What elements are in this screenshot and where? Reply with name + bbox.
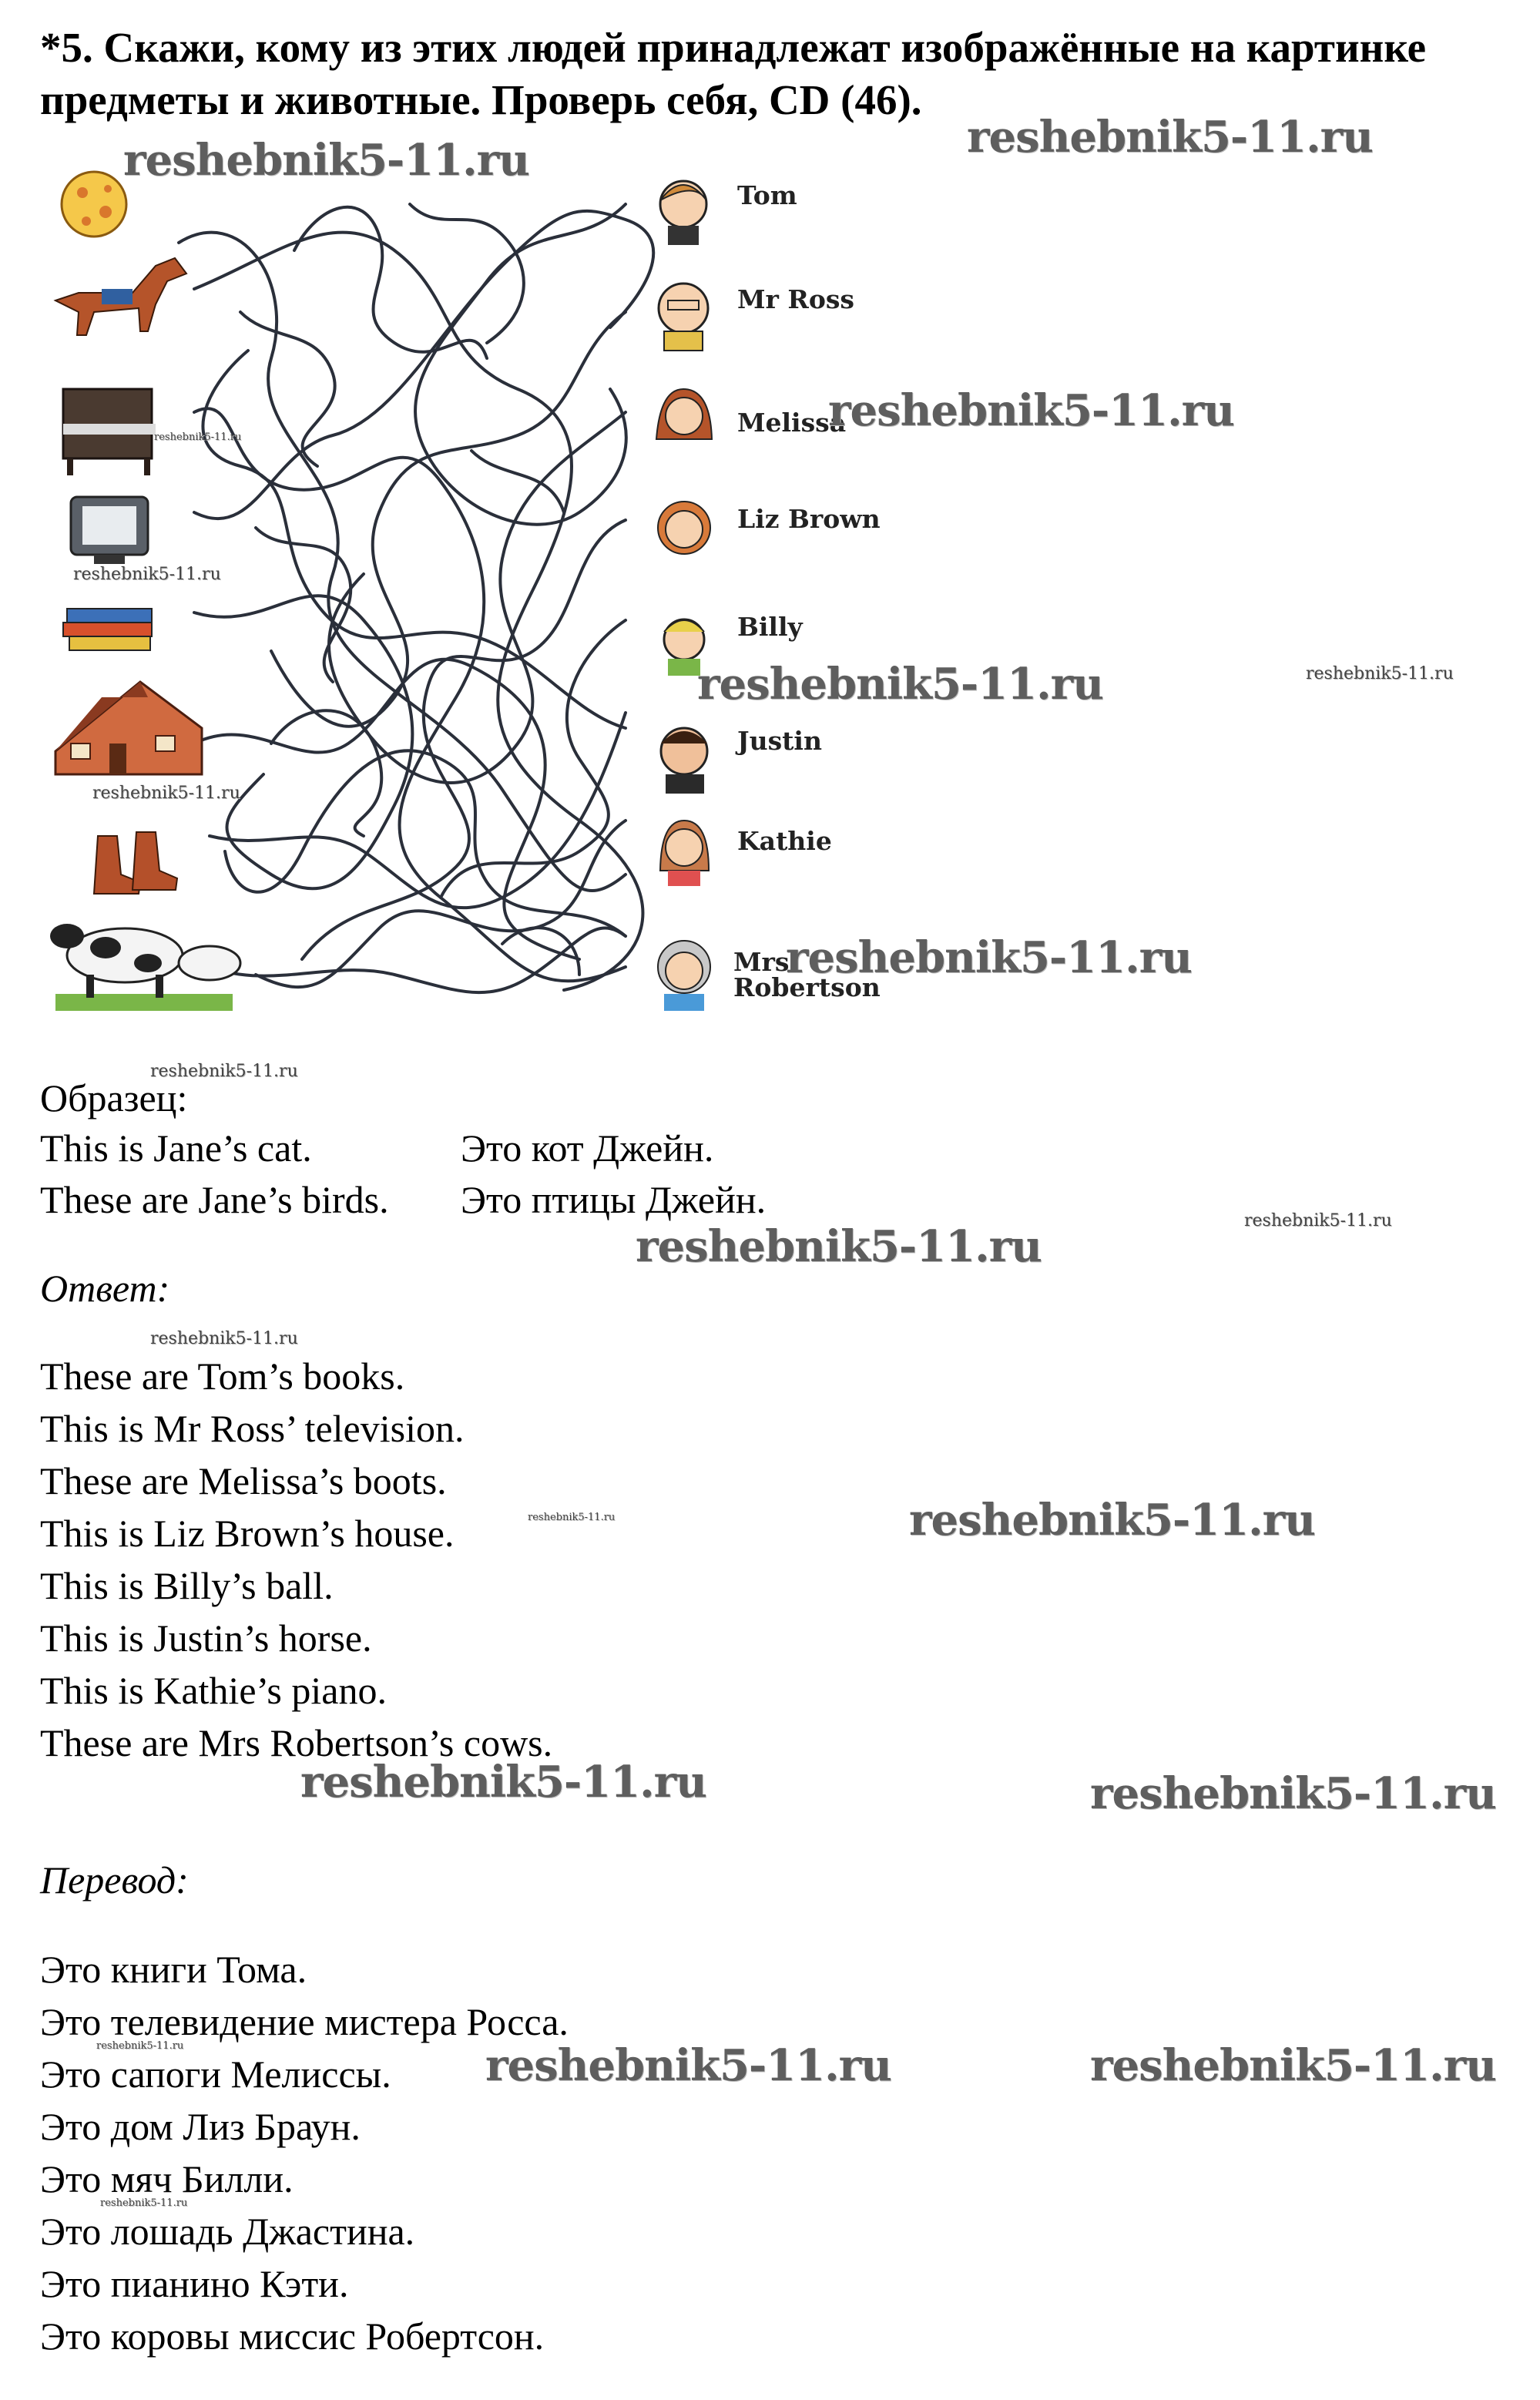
watermark: reshebnik5-11.ru — [786, 932, 1192, 983]
watermark: reshebnik5-11.ru — [909, 1495, 1315, 1546]
house-picture — [55, 682, 202, 774]
answer-line: These are Mrs Robertson’s cows. — [40, 1721, 553, 1764]
sample-line-1-en: This is Jane’s cat. — [40, 1126, 312, 1170]
watermark: reshebnik5-11.ru — [123, 135, 529, 186]
answer-label: Ответ: — [40, 1267, 170, 1310]
watermark: reshebnik5-11.ru — [697, 659, 1103, 710]
person-name-kathie: Kathie — [737, 826, 832, 856]
task-title — [40, 22, 1527, 126]
watermark: reshebnik5-11.ru — [1090, 2040, 1496, 2091]
watermark: reshebnik5-11.ru — [300, 1757, 706, 1808]
translation-line: Это пианино Кэти. — [40, 2262, 349, 2305]
watermark: reshebnik5-11.ru — [100, 2197, 188, 2209]
answer-line: These are Melissa’s boots. — [40, 1459, 447, 1502]
translation-line: Это телевидение мистера Росса. — [40, 2000, 569, 2043]
kathie-portrait — [660, 821, 709, 886]
books-picture — [63, 609, 152, 650]
answer-line: This is Mr Ross’ television. — [40, 1407, 465, 1450]
justin-portrait — [661, 728, 707, 794]
person-name-melissa: Melissa — [737, 408, 847, 438]
translation-label: Перевод: — [40, 1858, 189, 1902]
answer-line: These are Tom’s books. — [40, 1354, 405, 1398]
sample-line-2-en: These are Jane’s birds. — [40, 1178, 389, 1221]
watermark: reshebnik5-11.ru — [150, 1062, 298, 1081]
watermark: reshebnik5-11.ru — [73, 565, 221, 584]
answer-line: This is Kathie’s piano. — [40, 1669, 387, 1712]
television-picture — [71, 497, 148, 564]
watermark: reshebnik5-11.ru — [96, 2040, 184, 2052]
translation-line: Это дом Лиз Браун. — [40, 2105, 361, 2148]
sample-line-1-ru: Это кот Джейн. — [461, 1126, 714, 1170]
people-portraits — [656, 181, 712, 1011]
watermark: reshebnik5-11.ru — [92, 784, 240, 803]
person-name-mrs: Mrs — [733, 947, 790, 977]
mr-ross-portrait — [659, 284, 708, 351]
tom-portrait — [660, 181, 706, 245]
maze-lines — [179, 204, 653, 992]
horse-picture — [55, 258, 186, 335]
person-name-mr-ross: Mr Ross — [737, 284, 854, 314]
mrs-robertson-portrait — [658, 941, 710, 1011]
translation-line: Это коровы миссис Робертсон. — [40, 2314, 545, 2358]
watermark: reshebnik5-11.ru — [636, 1221, 1042, 1272]
watermark: reshebnik5-11.ru — [967, 112, 1373, 163]
translation-line: Это лошадь Джастина. — [40, 2210, 415, 2253]
translation-line: Это мяч Билли. — [40, 2157, 294, 2200]
watermark: reshebnik5-11.ru — [1306, 664, 1454, 683]
watermark: reshebnik5-11.ru — [154, 431, 242, 443]
person-name-justin: Justin — [737, 726, 822, 756]
answer-line: This is Liz Brown’s house. — [40, 1512, 455, 1555]
task-title-line-1: *5. Скажи, кому из этих людей принадлежат изображённые на картинке — [40, 24, 1427, 71]
maze-illustration — [40, 158, 881, 1032]
watermark: reshebnik5-11.ru — [1090, 1768, 1496, 1819]
watermark: reshebnik5-11.ru — [528, 1512, 616, 1523]
person-name-robertson: Robertson — [733, 972, 881, 1002]
piano-picture — [63, 389, 156, 475]
watermark: reshebnik5-11.ru — [150, 1329, 298, 1348]
task-title-line-2: предметы и животные. Проверь себя, CD (46). — [40, 76, 922, 123]
person-name-tom: Tom — [737, 180, 797, 210]
melissa-portrait — [656, 389, 712, 439]
sample-line-2-ru: Это птицы Джейн. — [461, 1178, 767, 1221]
watermark: reshebnik5-11.ru — [485, 2040, 891, 2091]
watermark: reshebnik5-11.ru — [1244, 1211, 1392, 1230]
person-name-billy: Billy — [737, 612, 803, 642]
liz-brown-portrait — [658, 502, 710, 554]
cows-picture — [50, 924, 240, 1011]
translation-line: Это сапоги Мелиссы. — [40, 2053, 391, 2096]
answer-line: This is Billy’s ball. — [40, 1564, 334, 1607]
answer-line: This is Justin’s horse. — [40, 1616, 372, 1660]
translation-line: Это книги Тома. — [40, 1948, 307, 1991]
watermark: reshebnik5-11.ru — [828, 385, 1234, 436]
sample-label: Образец: — [40, 1076, 188, 1119]
person-name-liz-brown: Liz Brown — [737, 504, 881, 534]
ball-picture — [62, 172, 126, 237]
boots-picture — [94, 832, 177, 894]
